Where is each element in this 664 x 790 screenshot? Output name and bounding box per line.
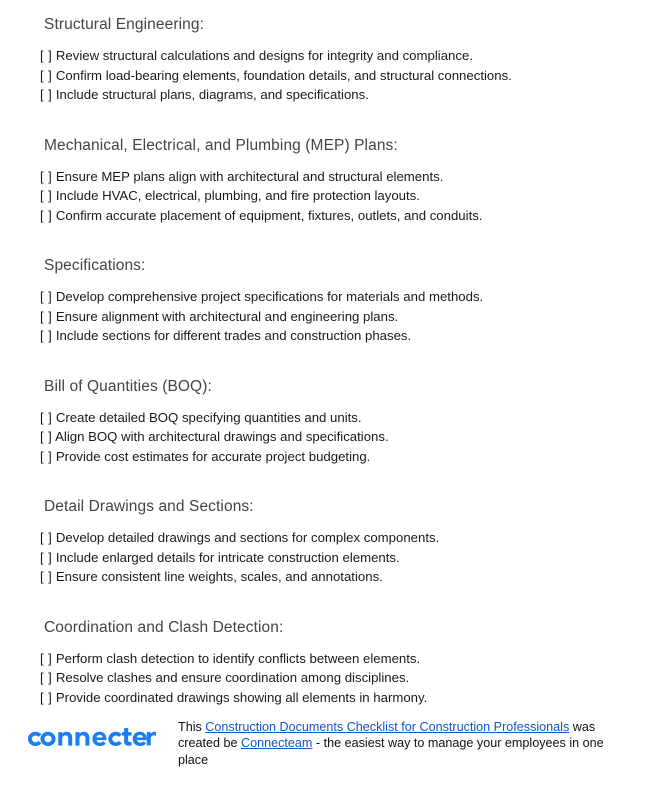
checklist-section <box>0 135 636 226</box>
checklist-item-label: Resolve clashes and ensure coordination among disciplines. <box>55 670 410 685</box>
checklist-item-label: Ensure consistent line weights, scales, and annotations. <box>55 569 383 584</box>
checklist-item-label: Provide cost estimates for accurate project budgeting. <box>55 448 371 464</box>
section-heading: Bill of Quantities (BOQ): <box>44 377 212 395</box>
section-heading: Coordination and Clash Detection: <box>44 618 284 636</box>
footer-text-after: - the easiest way to manage your employees in one place <box>178 736 604 767</box>
section-heading: Structural Engineering: <box>44 16 204 33</box>
footer-text-middle: was created be <box>178 719 596 751</box>
checkbox-glyph[interactable]: [ ] <box>40 188 53 203</box>
checklist-item[interactable] <box>40 206 636 226</box>
checkbox-glyph[interactable]: [ ] <box>40 289 53 304</box>
checklist-item[interactable] <box>40 408 636 428</box>
checklist-item[interactable] <box>40 668 636 688</box>
checklist-item[interactable] <box>40 326 636 346</box>
checklist-item-label: Ensure alignment with architectural and engineering plans. <box>55 308 399 324</box>
checklist-item-label: Perform clash detection to identify conflicts between elements. <box>55 650 421 666</box>
section-heading: Detail Drawings and Sections: <box>44 498 254 515</box>
checkbox-glyph[interactable]: [ ] <box>40 689 53 705</box>
checklist-item-list <box>0 649 636 708</box>
checklist-item-label: Include sections for different trades and construction phases. <box>55 328 412 343</box>
section-heading: Specifications: <box>44 257 146 274</box>
checkbox-glyph[interactable]: [ ] <box>40 549 53 565</box>
page-footer <box>0 706 664 790</box>
checklist-item-label: Include HVAC, electrical, plumbing, and fire protection layouts. <box>55 188 420 203</box>
checkbox-glyph[interactable]: [ ] <box>40 308 53 324</box>
checklist-item[interactable] <box>40 427 636 447</box>
checklist-body <box>0 14 664 707</box>
checklist-item-label: Review structural calculations and designs for integrity and compliance. <box>55 48 473 63</box>
checkbox-glyph[interactable]: [ ] <box>40 168 53 184</box>
checklist-section <box>0 617 636 708</box>
checklist-item-label: Develop comprehensive project specifications for materials and methods. <box>55 289 484 304</box>
checklist-item[interactable] <box>40 66 636 86</box>
checklist-item-label: Include structural plans, diagrams, and specifications. <box>55 87 369 102</box>
checkbox-glyph[interactable]: [ ] <box>40 409 53 425</box>
checkbox-glyph[interactable]: [ ] <box>40 207 53 223</box>
checklist-title-link[interactable]: Construction Documents Checklist for Construction Professionals <box>205 719 570 734</box>
checklist-item-list <box>0 167 636 226</box>
checkbox-glyph[interactable]: [ ] <box>40 448 53 464</box>
checkbox-glyph[interactable]: [ ] <box>40 650 53 666</box>
footer-text-before: This <box>178 719 206 734</box>
checklist-item-label: Confirm load-bearing elements, foundation details, and structural connections. <box>55 67 512 83</box>
checklist-item-label: Create detailed BOQ specifying quantities and units. <box>55 409 362 425</box>
checklist-item[interactable] <box>40 307 636 327</box>
checklist-item[interactable] <box>40 528 636 548</box>
checklist-item[interactable] <box>40 548 636 568</box>
checklist-item[interactable] <box>40 287 636 307</box>
checklist-item-label: Include enlarged details for intricate construction elements. <box>55 549 400 565</box>
checklist-item[interactable] <box>40 649 636 669</box>
checklist-item[interactable] <box>40 167 636 187</box>
checklist-item-label: Provide coordinated drawings showing all elements in harmony. <box>55 689 428 705</box>
connecteam-logo-icon <box>21 725 161 751</box>
checklist-item[interactable] <box>40 85 636 105</box>
checkbox-glyph[interactable]: [ ] <box>40 48 53 63</box>
connecteam-link[interactable]: Connecteam <box>241 736 313 751</box>
section-heading: Mechanical, Electrical, and Plumbing (MEP) Plans: <box>44 136 398 154</box>
checklist-item-label: Confirm accurate placement of equipment, fixtures, outlets, and conduits. <box>55 207 483 223</box>
checkbox-glyph[interactable]: [ ] <box>40 67 53 83</box>
checklist-section <box>0 14 636 105</box>
checklist-item[interactable] <box>40 567 636 587</box>
checklist-item-list <box>0 287 636 346</box>
checklist-item[interactable] <box>40 46 636 66</box>
connecteam-logo[interactable] <box>21 726 161 750</box>
checkbox-glyph[interactable]: [ ] <box>40 328 53 343</box>
checklist-item-list <box>0 408 636 467</box>
checklist-item-list <box>0 46 636 105</box>
checklist-section <box>0 496 636 587</box>
checklist-item-list <box>0 528 636 587</box>
checklist-item-label: Develop detailed drawings and sections for complex components. <box>55 530 440 545</box>
checklist-item[interactable] <box>40 186 636 206</box>
checkbox-glyph[interactable]: [ ] <box>40 429 53 444</box>
checklist-item[interactable] <box>40 447 636 467</box>
checklist-item[interactable] <box>40 688 636 708</box>
footer-attribution-text <box>178 719 633 769</box>
checklist-section <box>0 255 636 346</box>
checklist-item-label: Ensure MEP plans align with architectural and structural elements. <box>55 168 444 184</box>
checkbox-glyph[interactable]: [ ] <box>40 87 53 102</box>
checkbox-glyph[interactable]: [ ] <box>40 670 53 685</box>
checklist-item-label: Align BOQ with architectural drawings and specifications. <box>55 429 389 444</box>
checkbox-glyph[interactable]: [ ] <box>40 569 53 584</box>
checklist-section <box>0 376 636 467</box>
checkbox-glyph[interactable]: [ ] <box>40 530 53 545</box>
